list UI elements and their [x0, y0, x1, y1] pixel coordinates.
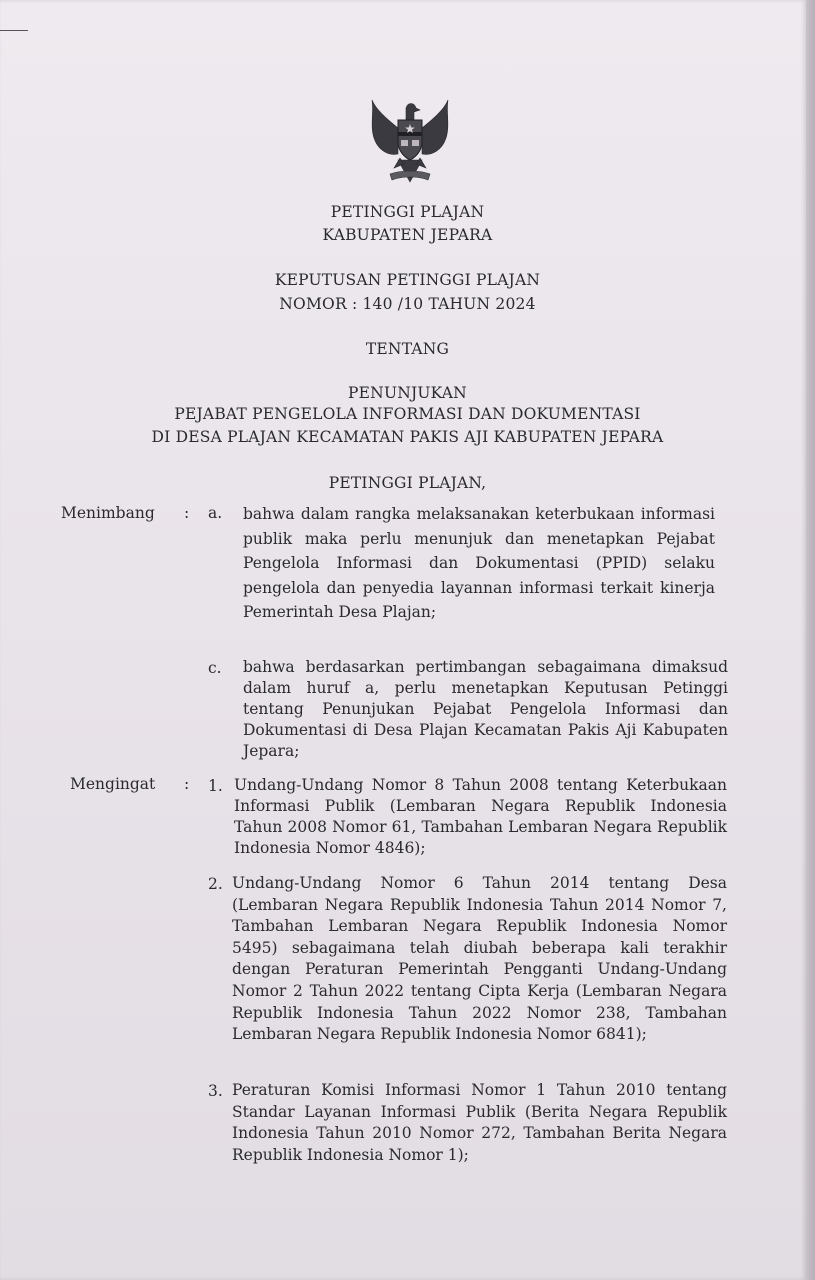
subject-line-1: PENUNJUKAN [348, 384, 467, 402]
issuer-heading: PETINGGI PLAJAN, [328, 474, 487, 492]
institution-line-2: KABUPATEN JEPARA [322, 226, 493, 244]
decree-title: KEPUTUSAN PETINGGI PLAJAN [274, 271, 541, 289]
menimbang-label: Menimbang [61, 504, 155, 522]
subject-line-2: PEJABAT PENGELOLA INFORMASI DAN DOKUMENTASI [174, 405, 641, 423]
mengingat-label: Mengingat [70, 775, 156, 793]
menimbang-colon: : [184, 504, 190, 522]
mengingat-item-1-text: Undang-Undang Nomor 8 Tahun 2008 tentang Keterbukaan Informasi Publik (Lembaran Negara Republik Indonesia Tahun 2008 Nomor 61, Tambahan Lembaran Negara Republik Indonesia Nomor 4846); [234, 776, 727, 857]
subject-line-3: DI DESA PLAJAN KECAMATAN PAKIS AJI KABUPATEN JEPARA [151, 428, 664, 446]
mengingat-item-2-text: Undang-Undang Nomor 6 Tahun 2014 tentang Desa (Lembaran Negara Republik Indonesia Tahun 2014 Nomor 7, Tambahan Lembaran Negara Republik Indonesia Nomor 5495) sebagaimana telah diubah beberapa kali terakhir dengan Peraturan Pemerintah Pengganti Undang-Undang Nomor 2 Tahun 2022 tentang Cipta Kerja (Lembaran Negara Republik Indonesia Tahun 2022 Nomor 238, Tambahan Lembaran Negara Republik Indonesia Nomor 6841); [232, 874, 727, 1044]
menimbang-item-a-marker: a. [208, 504, 223, 522]
menimbang-item-c-text: bahwa berdasarkan pertimbangan sebagaimana dimaksud dalam huruf a, perlu menetapkan Keputusan Petinggi tentang Penunjukan Pejabat Pengelola Informasi dan Dokumentasi di Desa Plajan Kecamatan Pakis Aji Kabupaten Jepara; [243, 658, 728, 760]
institution-line-1: PETINGGI PLAJAN [330, 203, 485, 221]
mengingat-item-3-marker: 3. [208, 1082, 223, 1100]
garuda-emblem-icon [368, 98, 452, 190]
menimbang-item-a-text: bahwa dalam rangka melaksanakan keterbukaan informasi publik maka perlu menunjuk dan menetapkan Pejabat Pengelola Informasi dan Dokumentasi (PPID) selaku pengelola dan penyedia layannan informasi terkait kinerja Pemerintah Desa Plajan; [243, 505, 715, 621]
corner-pen-mark [0, 30, 28, 31]
menimbang-item-c-marker: c. [208, 659, 222, 677]
mengingat-colon: : [184, 775, 190, 793]
decree-number: NOMOR : 140 /10 TAHUN 2024 [279, 295, 536, 313]
about-heading: TENTANG [365, 340, 450, 358]
mengingat-item-1-marker: 1. [208, 777, 223, 795]
mengingat-item-3-text: Peraturan Komisi Informasi Nomor 1 Tahun 2010 tentang Standar Layanan Informasi Publik (Berita Negara Republik Indonesia Tahun 2010 Nomor 272, Tambahan Berita Negara Republik Indonesia Nomor 1); [232, 1081, 727, 1164]
mengingat-item-2-marker: 2. [208, 875, 223, 893]
page-edge-shadow [806, 0, 815, 1280]
